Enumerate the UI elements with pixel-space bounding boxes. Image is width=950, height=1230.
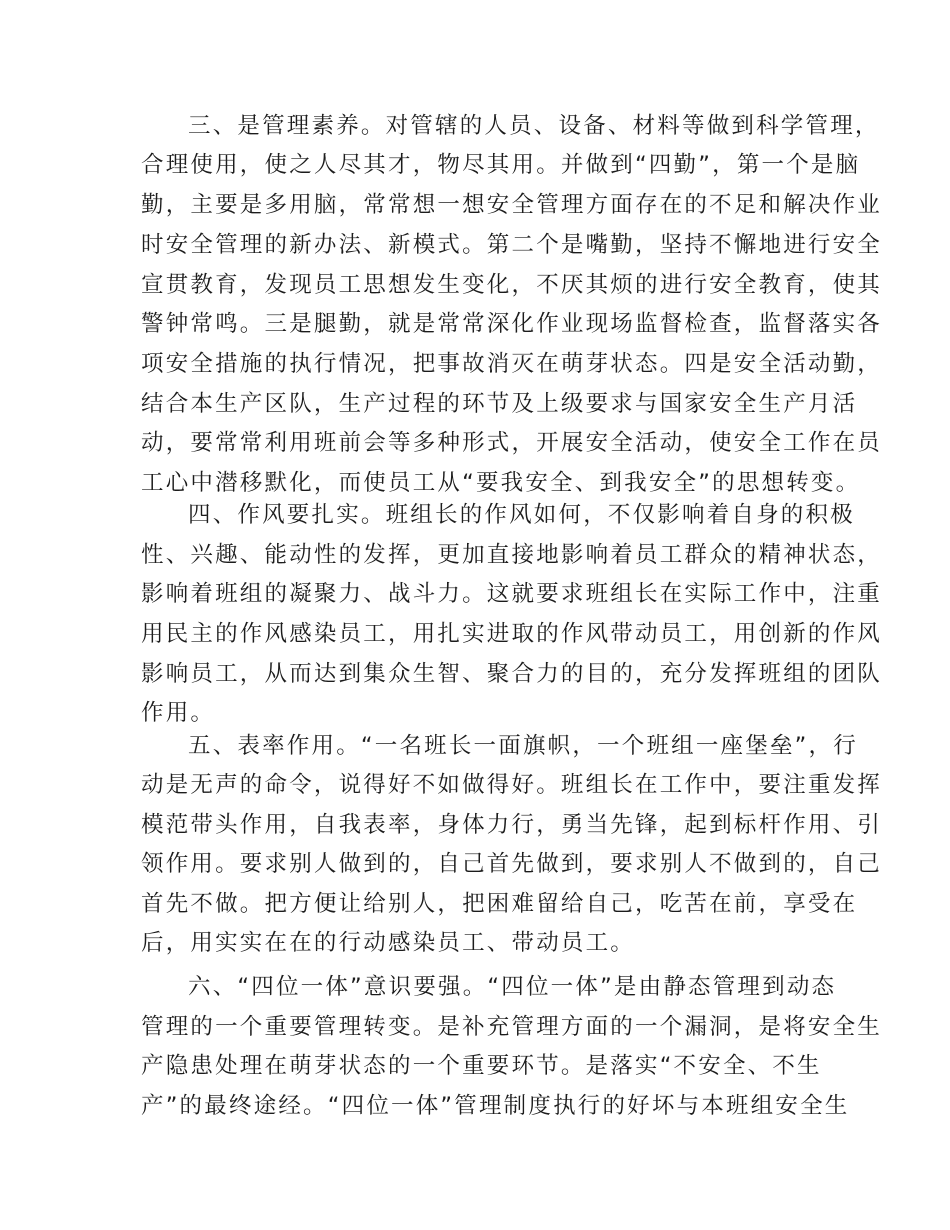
- text-line: 警钟常鸣。三是腿勤，就是常常深化作业现场监督检查，监督落实各: [141, 311, 883, 337]
- text-line: 结合本生产区队，生产过程的环节及上级要求与国家安全生产月活: [141, 391, 858, 417]
- text-line: 六、“四位一体”意识要强。“四位一体”是由静态管理到动态: [188, 974, 837, 1000]
- text-line: 影响员工，从而达到集众生智、聚合力的目的，充分发挥班组的团队: [141, 661, 883, 687]
- text-line: 宣贯教育，发现员工思想发生变化，不厌其烦的进行安全教育，使其: [141, 272, 883, 298]
- text-line: 后，用实实在在的行动感染员工、带动员工。: [141, 930, 636, 956]
- text-line: 五、表率作用。“一名班长一面旗帜，一个班组一座堡垒”，行: [188, 733, 858, 759]
- text-line: 性、兴趣、能动性的发挥，更加直接地影响着员工群众的精神状态，: [141, 542, 883, 568]
- text-line: 首先不做。把方便让给别人，把困难留给自己，吃苦在前，享受在: [141, 891, 858, 917]
- text-line: 领作用。要求别人做到的，自己首先做到，要求别人不做到的，自己: [141, 851, 883, 877]
- text-line: 四、作风要扎实。班组长的作风如何，不仅影响着自身的积极: [188, 502, 855, 528]
- text-line: 动，要常常利用班前会等多种形式，开展安全活动，使安全工作在员: [141, 430, 883, 456]
- text-line: 勤，主要是多用脑，常常想一想安全管理方面存在的不足和解决作业: [141, 192, 883, 218]
- text-line: 管理的一个重要管理转变。是补充管理方面的一个漏洞，是将安全生: [141, 1014, 883, 1040]
- text-line: 用民主的作风感染员工，用扎实进取的作风带动员工，用创新的作风: [141, 621, 883, 647]
- text-line: 时安全管理的新办法、新模式。第二个是嘴勤，坚持不懈地进行安全: [141, 232, 883, 258]
- text-line: 合理使用，使之人尽其才，物尽其用。并做到“四勤”，第一个是脑: [141, 152, 861, 178]
- text-line: 作用。: [141, 700, 216, 726]
- text-line: 工心中潜移默化，而使员工从“要我安全、到我安全”的思想转变。: [141, 470, 861, 496]
- text-line: 影响着班组的凝聚力、战斗力。这就要求班组长在实际工作中，注重: [141, 581, 883, 607]
- text-line: 产”的最终途经。“四位一体”管理制度执行的好坏与本班组安全生: [141, 1093, 850, 1119]
- text-line: 三、是管理素养。对管辖的人员、设备、材料等做到科学管理，: [188, 113, 880, 139]
- text-line: 动是无声的命令，说得好不如做得好。班组长在工作中，要注重发挥: [141, 772, 883, 798]
- text-line: 模范带头作用，自我表率，身体力行，勇当先锋，起到标杆作用、引: [141, 812, 883, 838]
- text-line: 产隐患处理在萌芽状态的一个重要环节。是落实“不安全、不生: [141, 1053, 822, 1079]
- text-line: 项安全措施的执行情况，把事故消灭在萌芽状态。四是安全活动勤，: [141, 351, 883, 377]
